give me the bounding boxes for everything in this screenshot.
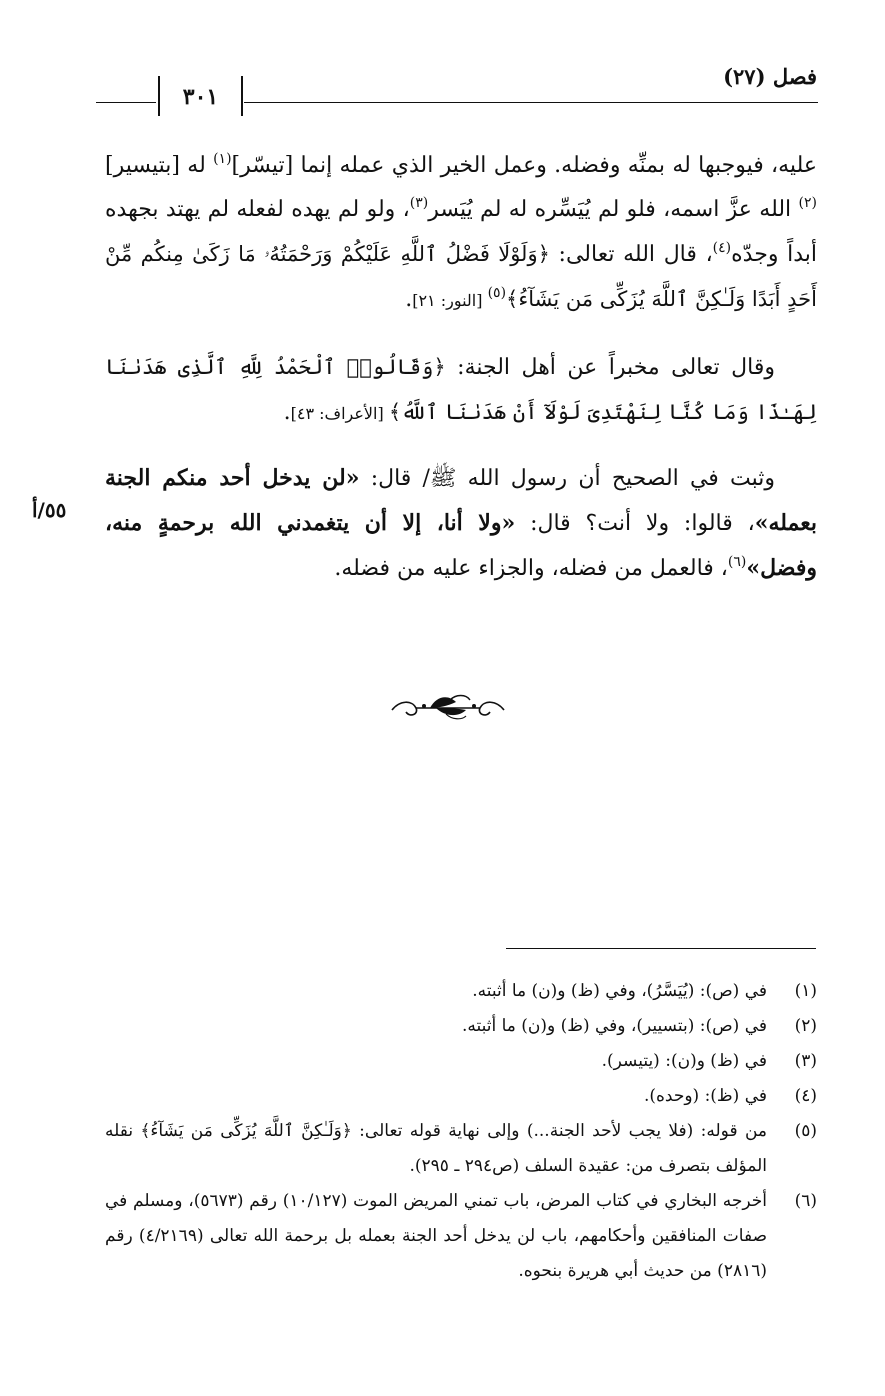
hadith-quote: «لن يدخل أحد منكم الجنة بعمله» <box>105 465 817 536</box>
verse-citation: [النور: ٢١] <box>412 291 488 310</box>
text-run: ، ولو لم يهده لفعله لم يهتد بجهده أبداً وجدّه <box>105 197 818 267</box>
footnote-1 <box>105 974 817 1009</box>
footnote-ref-6: (٦) <box>727 554 747 570</box>
page-number-frame-right <box>241 76 243 116</box>
verse-citation: [الأعراف: ٤٣] <box>290 404 389 423</box>
text-run: ، قالوا: ولا أنت؟ قال: <box>515 511 755 536</box>
footnote-text: في (ظ) و(ن): (يتيسر). <box>601 1051 767 1071</box>
text-run: . <box>405 287 413 312</box>
footnote-5 <box>105 1114 817 1184</box>
text-run: ، فالعمل من فضله، والجزاء عليه من فضله. <box>334 556 728 581</box>
paragraph-2 <box>105 345 817 436</box>
footnote-number: (٢) <box>794 1016 817 1036</box>
footnote-number: (٣) <box>794 1051 817 1071</box>
paragraph-3 <box>105 456 817 591</box>
footnote-ref-1: (١) <box>213 151 232 167</box>
footnote-ref-4: (٤) <box>712 240 732 256</box>
text-run: ، قال الله تعالى: <box>549 242 713 267</box>
paragraph-1 <box>105 144 817 323</box>
header-rule-left <box>96 102 156 103</box>
footnote-ref-5: (٥) <box>487 285 507 301</box>
footnote-text: في (ص): (يُيَسَّرُ)، وفي (ظ) و(ن) ما أثبته. <box>472 981 767 1001</box>
text-run: الله عزَّ اسمه، فلو لم يُيَسِّره له لم يُيَسر <box>428 197 799 222</box>
footnote-text: في (ظ): (وحده). <box>643 1086 767 1106</box>
footnote-text: في (ص): (بتسيير)، وفي (ظ) و(ن) ما أثبته. <box>461 1016 767 1036</box>
text-run: له [بتيسير] <box>105 153 214 178</box>
footnote-number: (٦) <box>794 1191 817 1211</box>
footnotes <box>105 974 817 1289</box>
footnote-ref-2: (٢) <box>798 195 817 211</box>
text-run: عليه، فيوجبها له بمنِّه وفضله. وعمل الخير الذي عمله إنما [تيسّر] <box>231 153 817 178</box>
footnote-4 <box>105 1079 817 1114</box>
footnote-number: (٤) <box>794 1086 817 1106</box>
quran-verse: ﴿وَلَوْلَا فَضْلُ ٱللَّهِ عَلَيْكُمْ وَرَحْمَتُهُۥ مَا زَكَىٰ مِنكُم مِّنْ أَحَدٍ أَبَدًا وَلَـٰكِنَّ ٱللَّهَ يُزَكِّى مَن يَشَآءُ﴾ <box>105 242 817 311</box>
section-end-ornament <box>386 684 510 728</box>
footnote-3 <box>105 1044 817 1079</box>
footnote-separator <box>506 948 816 949</box>
header-rule-right <box>244 102 818 103</box>
page-number: ٣٠١ <box>182 84 219 110</box>
manuscript-folio-note: ٥٥/أ <box>32 498 67 522</box>
footnote-6 <box>105 1184 817 1289</box>
footnote-number: (٥) <box>794 1121 817 1141</box>
text-run: وقال تعالى مخبراً عن أهل الجنة: <box>445 355 775 380</box>
main-text <box>105 144 817 591</box>
footnote-ref-3: (٣) <box>409 195 429 211</box>
text-run: وثبت في الصحيح أن رسول الله ﷺ/ قال: <box>359 466 775 491</box>
footnote-text: أخرجه البخاري في كتاب المرض، باب تمني المريض الموت (١٠/١٢٧) رقم (٥٦٧٣)، ومسلم في صفات المنافقين وأحكامهم، باب لن يدخل أحد الجنة بعمله بل برحمة الله تعالى (٤/٢١٦٩) رقم (٢٨١٦) من حديث أبي هريرة بنحوه. <box>105 1191 767 1281</box>
text-run: . <box>283 400 291 425</box>
footnote-text: من قوله: (فلا يجب لأحد الجنة...) وإلى نهاية قوله تعالى: ﴿وَلَـٰكِنَّ ٱللَّهَ يُزَكِّى مَن يَشَآءُ﴾ نقله المؤلف بتصرف من: عقيدة السلف (ص٢٩٤ ـ ٢٩٥). <box>105 1121 767 1176</box>
footnote-number: (١) <box>794 981 817 1001</box>
quran-verse: ﴿وَقَالُوا۟ ٱلْحَمْدُ لِلَّهِ ٱلَّذِى هَدَىٰنَا لِهَـٰذَا وَمَا كُنَّا لِنَهْتَدِىَ لَوْلَآ أَنْ هَدَىٰنَا ٱللَّهُ﴾ <box>105 355 817 424</box>
hadith-quote: «ولا أنا، إلا أن يتغمدني الله برحمةٍ منه، وفضل» <box>105 510 817 581</box>
footnote-2 <box>105 1009 817 1044</box>
chapter-heading: فصل (٢٧) <box>723 64 817 89</box>
